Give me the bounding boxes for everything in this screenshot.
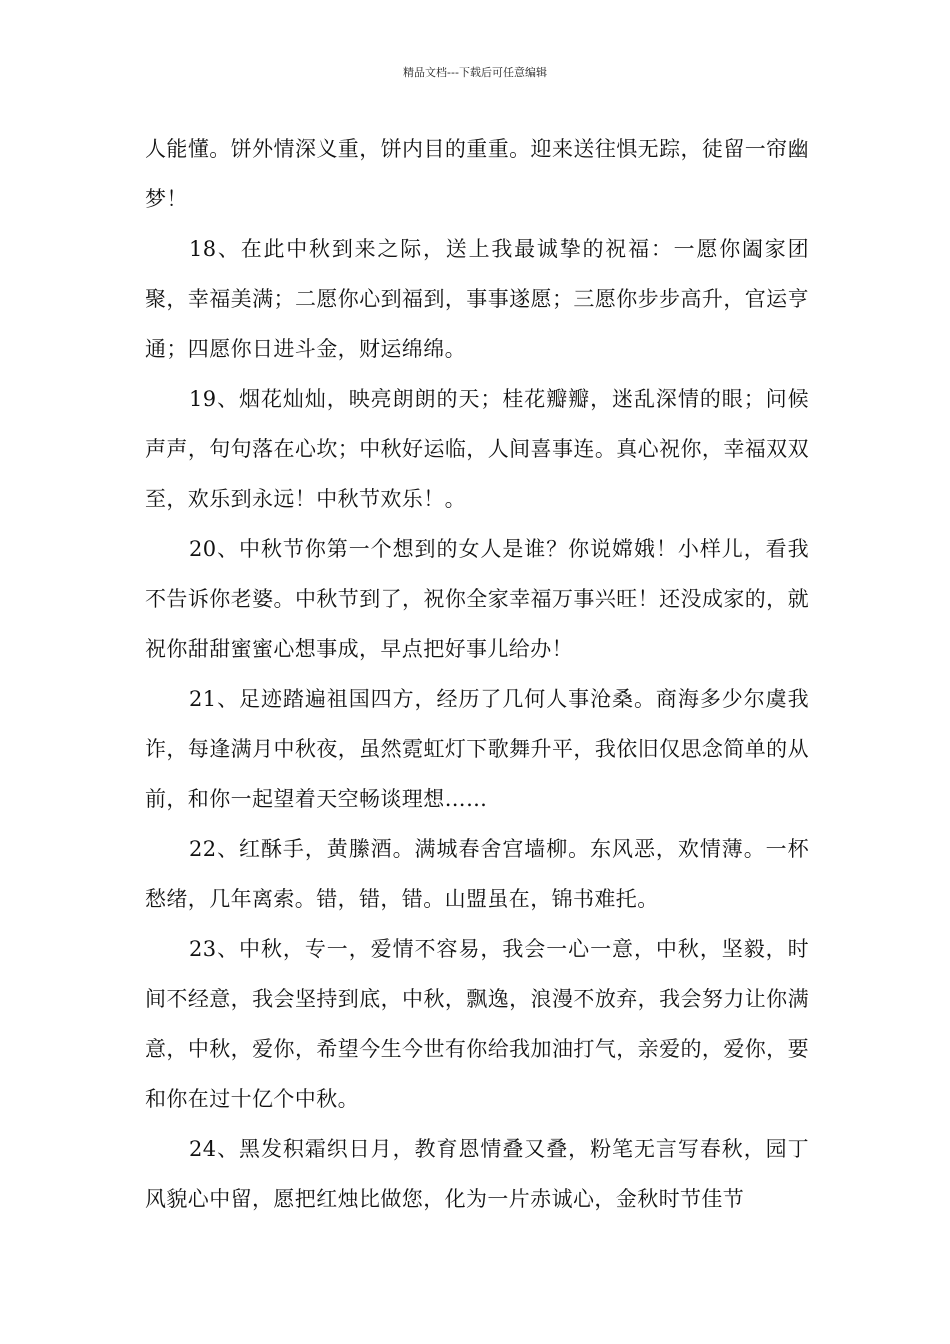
paragraph-19: 19、烟花灿灿，映亮朗朗的天；桂花瓣瓣，迷乱深情的眼；问候声声，句句落在心坎；中秋好运临，人间喜事连。真心祝你，幸福双双至，欢乐到永远！中秋节欢乐！。 [145, 387, 809, 511]
paragraph-1: 人能懂。饼外情深义重，饼内目的重重。迎来送往惧无踪，徒留一帘幽梦！ [145, 137, 809, 211]
paragraph-21: 21、足迹踏遍祖国四方，经历了几何人事沧桑。商海多少尔虞我诈，每逢满月中秋夜，虽然霓虹灯下歌舞升平，我依旧仅思念简单的从前，和你一起望着天空畅谈理想…… [145, 687, 809, 811]
paragraph-22: 22、红酥手，黄縢酒。满城春舍宫墙柳。东风恶，欢情薄。一杯愁绪，几年离索。错，错，错。山盟虽在，锦书难托。 [145, 837, 809, 911]
paragraph-24: 24、黑发积霜织日月，教育恩情叠又叠，粉笔无言写春秋，园丁风貌心中留，愿把红烛比做您，化为一片赤诚心，金秋时节佳节 [145, 1137, 809, 1211]
paragraph-23: 23、中秋，专一，爱情不容易，我会一心一意，中秋，坚毅，时间不经意，我会坚持到底，中秋，飘逸，浪漫不放弃，我会努力让你满意，中秋，爱你，希望今生今世有你给我加油打气，亲爱的，爱你，要和你在过十亿个中秋。 [145, 937, 809, 1111]
document-body [145, 124, 809, 1224]
paragraph-18: 18、在此中秋到来之际，送上我最诚挚的祝福：一愿你阖家团聚，幸福美满；二愿你心到福到，事事遂愿；三愿你步步高升，官运亨通；四愿你日进斗金，财运绵绵。 [145, 237, 809, 361]
paragraph-20: 20、中秋节你第一个想到的女人是谁？你说嫦娥！小样儿，看我不告诉你老婆。中秋节到了，祝你全家幸福万事兴旺！还没成家的，就祝你甜甜蜜蜜心想事成，早点把好事儿给办！ [145, 537, 809, 661]
page-header: 精品文档---下载后可任意编辑 [403, 66, 547, 79]
